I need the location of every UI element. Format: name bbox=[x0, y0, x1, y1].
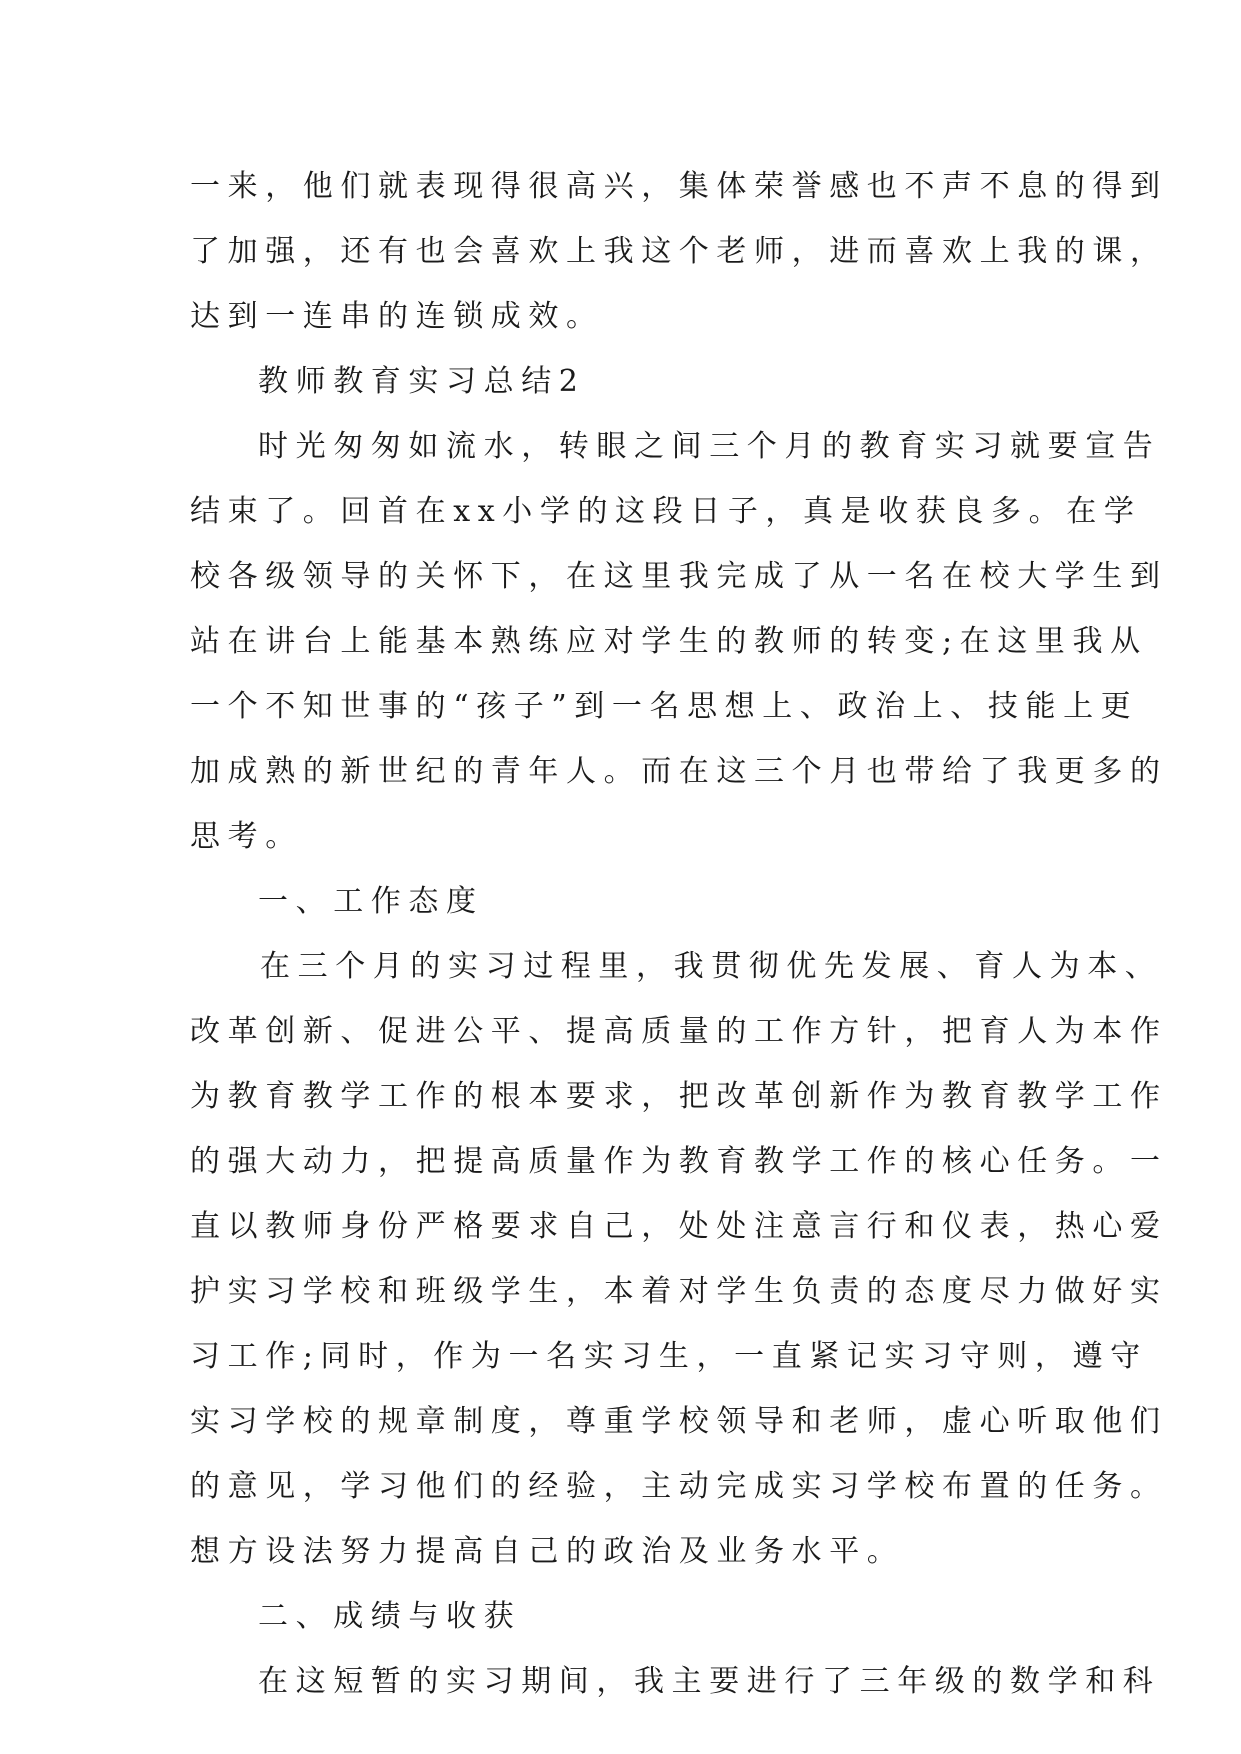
heading-achievements: 二、成绩与收获 bbox=[258, 1599, 522, 1634]
paragraph-line: 在三个月的实习过程里，我贯彻优先发展、育人为本、 bbox=[260, 949, 1163, 984]
paragraph-line: 的意见，学习他们的经验，主动完成实习学校布置的任务。 bbox=[190, 1469, 1168, 1504]
paragraph-line: 在这短暂的实习期间，我主要进行了三年级的数学和科 bbox=[258, 1664, 1161, 1699]
paragraph-line: 护实习学校和班级学生，本着对学生负责的态度尽力做好实 bbox=[190, 1274, 1168, 1309]
heading-work-attitude: 一、工作态度 bbox=[258, 884, 484, 919]
paragraph-line: 改革创新、促进公平、提高质量的工作方针，把育人为本作 bbox=[190, 1014, 1168, 1049]
section-title: 教师教育实习总结2 bbox=[258, 364, 586, 399]
paragraph-line: 校各级领导的关怀下，在这里我完成了从一名在校大学生到 bbox=[190, 559, 1168, 594]
paragraph-line: 站在讲台上能基本熟练应对学生的教师的转变;在这里我从 bbox=[190, 624, 1148, 659]
paragraph-line: 一来，他们就表现得很高兴，集体荣誉感也不声不息的得到 bbox=[190, 169, 1168, 204]
paragraph-line: 习工作;同时，作为一名实习生，一直紧记实习守则，遵守 bbox=[190, 1339, 1148, 1374]
paragraph-line: 为教育教学工作的根本要求，把改革创新作为教育教学工作 bbox=[190, 1079, 1168, 1114]
paragraph-line: 的强大动力，把提高质量作为教育教学工作的核心任务。一 bbox=[190, 1144, 1168, 1179]
paragraph-line: 直以教师身份严格要求自己，处处注意言行和仪表，热心爱 bbox=[190, 1209, 1168, 1244]
document-body bbox=[190, 154, 1168, 1714]
paragraph-line: 加成熟的新世纪的青年人。而在这三个月也带给了我更多的 bbox=[190, 754, 1168, 789]
paragraph-line: 思考。 bbox=[190, 819, 303, 854]
paragraph-line: 想方设法努力提高自己的政治及业务水平。 bbox=[190, 1534, 905, 1569]
paragraph-line: 结束了。回首在xx小学的这段日子，真是收获良多。在学 bbox=[190, 494, 1142, 529]
paragraph-line: 了加强，还有也会喜欢上我这个老师，进而喜欢上我的课， bbox=[190, 234, 1168, 269]
paragraph-line: 达到一连串的连锁成效。 bbox=[190, 299, 604, 334]
paragraph-line: 实习学校的规章制度，尊重学校领导和老师，虚心听取他们 bbox=[190, 1404, 1168, 1439]
paragraph-line: 时光匆匆如流水，转眼之间三个月的教育实习就要宣告 bbox=[258, 429, 1161, 464]
paragraph-line: 一个不知世事的“孩子”到一名思想上、政治上、技能上更 bbox=[190, 689, 1139, 724]
